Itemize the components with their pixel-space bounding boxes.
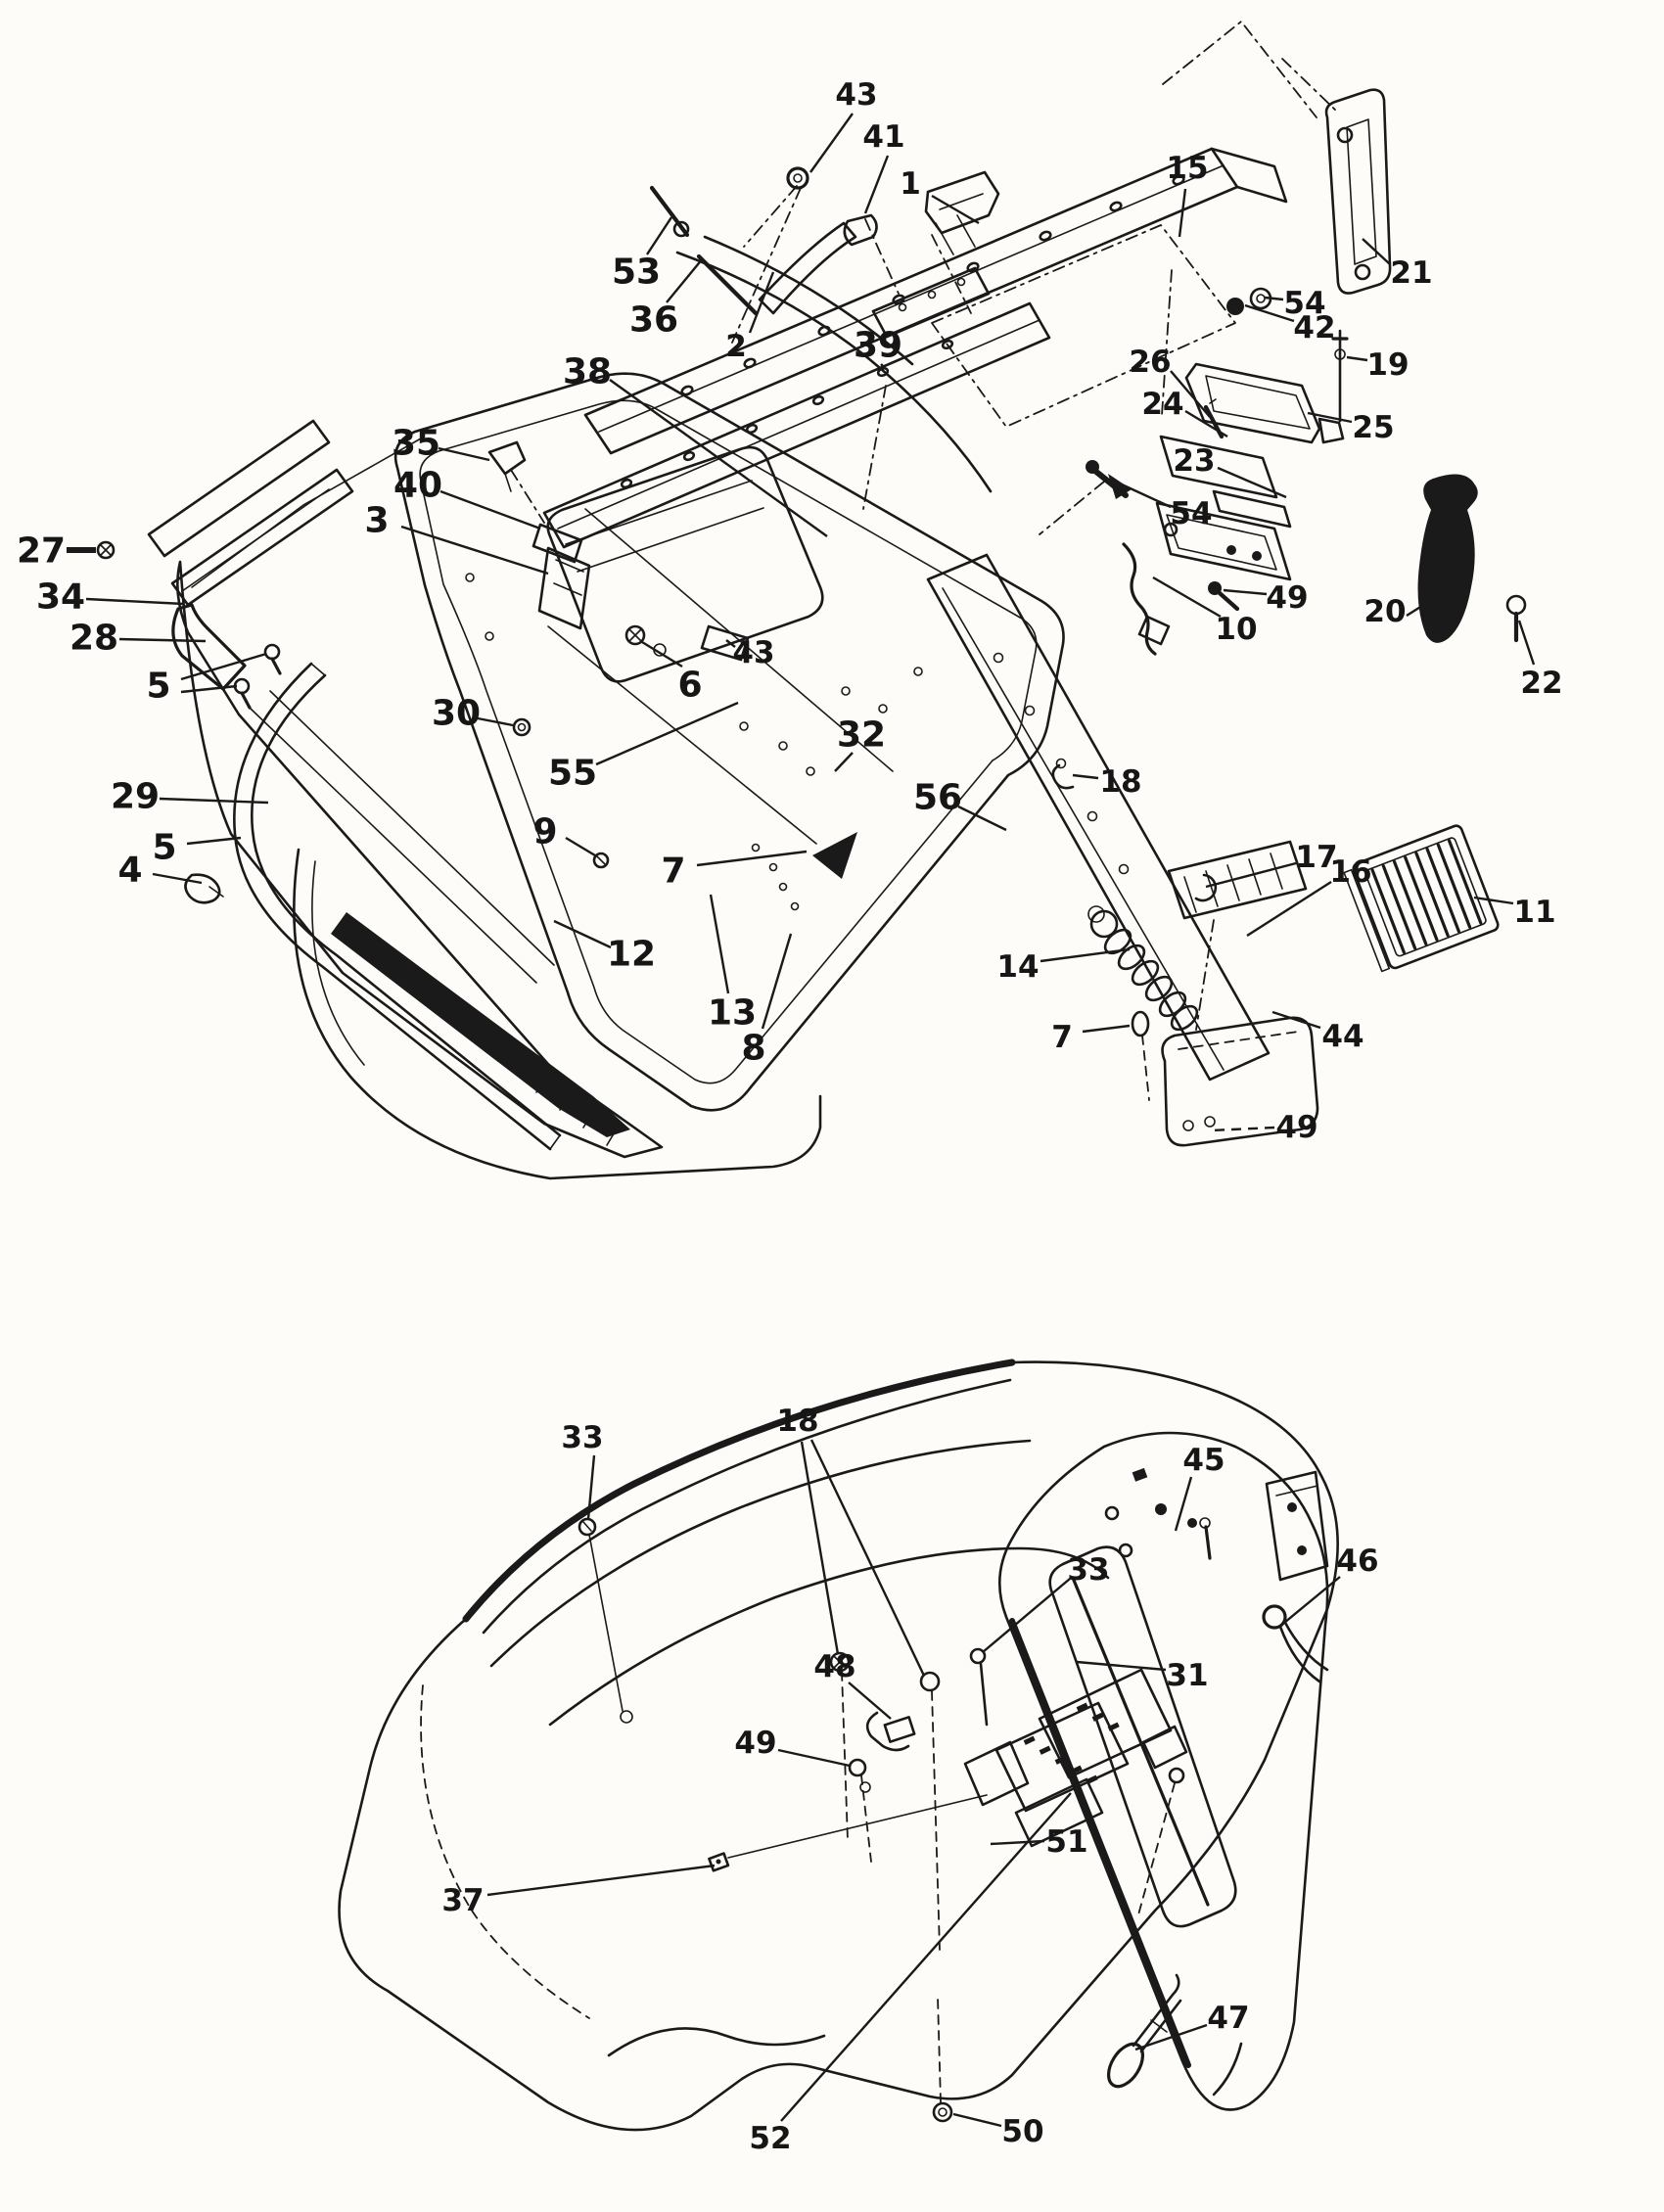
- part-callout-18: 18: [776, 1404, 819, 1439]
- leader-line-18: [1073, 775, 1098, 778]
- part-callout-22: 22: [1520, 666, 1563, 701]
- leader-line-52: [781, 1793, 1071, 2121]
- part-callout-5: 5: [146, 666, 171, 707]
- part-callout-37: 37: [441, 1883, 485, 1918]
- part-callout-11: 11: [1513, 895, 1556, 930]
- part-callout-26: 26: [1129, 345, 1172, 380]
- exploded-view-top-art: [98, 22, 1525, 1178]
- leader-line-8: [763, 934, 791, 1029]
- part-callout-17: 17: [1295, 840, 1338, 875]
- part-callout-28: 28: [69, 618, 119, 659]
- leader-line-3: [401, 527, 548, 574]
- part-callout-36: 36: [628, 300, 679, 341]
- part-callout-12: 12: [606, 934, 657, 975]
- part-callout-45: 45: [1182, 1443, 1225, 1478]
- leader-line-15: [1179, 189, 1185, 237]
- leader-line-9: [566, 838, 595, 855]
- part-callout-49: 49: [1266, 580, 1309, 616]
- leader-line-35: [439, 448, 489, 460]
- part-callout-44: 44: [1321, 1019, 1364, 1054]
- leader-line-2: [750, 272, 773, 333]
- part-callout-18: 18: [1099, 764, 1142, 800]
- part-callout-41: 41: [862, 119, 905, 155]
- leader-line-7: [697, 852, 807, 865]
- leader-line-19: [1347, 357, 1367, 360]
- part-callout-1: 1: [900, 166, 921, 202]
- part-callout-25: 25: [1352, 410, 1395, 445]
- leader-line-46: [1284, 1577, 1340, 1623]
- part-callout-54: 54: [1170, 496, 1213, 531]
- part-callout-3: 3: [364, 500, 390, 541]
- leader-line-49: [1210, 1128, 1274, 1130]
- part-callout-51: 51: [1045, 1824, 1088, 1860]
- part-callout-20: 20: [1364, 594, 1407, 629]
- part-callout-31: 31: [1166, 1658, 1209, 1693]
- part-callout-54: 54: [1283, 286, 1326, 321]
- part-callout-48: 48: [813, 1649, 856, 1684]
- leader-line-14: [1040, 949, 1130, 961]
- part-callout-15: 15: [1166, 151, 1209, 186]
- leader-line-43: [810, 114, 853, 172]
- part-callout-4: 4: [117, 850, 143, 891]
- part-callout-24: 24: [1141, 387, 1184, 422]
- leader-line-5: [181, 686, 237, 692]
- part-callout-46: 46: [1336, 1544, 1379, 1579]
- leader-line-49: [1224, 590, 1267, 594]
- leader-line-54: [1265, 298, 1283, 300]
- leader-line-54: [1122, 484, 1171, 507]
- part-callout-6: 6: [677, 665, 703, 706]
- leader-line-7: [1083, 1026, 1130, 1032]
- rail2-holes: [621, 340, 953, 488]
- leader-line-53: [647, 217, 671, 254]
- leader-line-32: [835, 753, 853, 771]
- part-callout-38: 38: [562, 351, 613, 392]
- part-callout-43: 43: [732, 635, 775, 670]
- part-callout-49: 49: [1275, 1110, 1318, 1145]
- leader-line-41: [865, 156, 888, 213]
- part-callout-5: 5: [152, 827, 177, 868]
- part-callout-10: 10: [1215, 612, 1258, 647]
- part-callout-53: 53: [611, 252, 662, 293]
- part-callout-35: 35: [391, 423, 441, 464]
- part-callout-42: 42: [1293, 310, 1336, 346]
- part-callout-9: 9: [532, 811, 558, 853]
- part-callout-29: 29: [110, 776, 161, 817]
- part-callout-39: 39: [853, 325, 903, 366]
- part-callout-16: 16: [1329, 854, 1372, 890]
- part-callout-49: 49: [734, 1726, 777, 1761]
- leader-line-40: [440, 491, 540, 529]
- part-callout-33: 33: [1067, 1552, 1110, 1588]
- part-callout-8: 8: [741, 1028, 766, 1069]
- leader-line-50: [953, 2114, 1001, 2126]
- part-callout-19: 19: [1366, 347, 1410, 383]
- leader-line-37: [487, 1866, 715, 1895]
- leader-line-49: [778, 1750, 850, 1766]
- callouts-top: [17, 77, 1563, 1145]
- part-callout-33: 33: [561, 1420, 604, 1455]
- part-callout-27: 27: [16, 530, 67, 572]
- leader-line-31: [1077, 1662, 1166, 1670]
- part-callout-55: 55: [547, 753, 598, 794]
- part-callout-21: 21: [1390, 255, 1433, 291]
- leader-line-6: [642, 642, 682, 667]
- leader-line-22: [1519, 621, 1534, 665]
- part-callout-47: 47: [1207, 2001, 1250, 2036]
- part-callout-43: 43: [835, 77, 878, 113]
- leader-line-36: [667, 258, 703, 302]
- part-callout-56: 56: [912, 777, 963, 818]
- part-callout-14: 14: [996, 949, 1040, 985]
- part-callout-50: 50: [1001, 2114, 1044, 2149]
- part-callout-7: 7: [661, 851, 686, 892]
- part-callout-34: 34: [35, 576, 86, 618]
- leader-line-18: [802, 1442, 838, 1654]
- leader-line-30: [478, 718, 513, 725]
- leader-line-12: [554, 921, 611, 947]
- leader-line-33: [983, 1579, 1070, 1652]
- leader-line-13: [711, 895, 728, 993]
- part-callout-40: 40: [393, 465, 443, 506]
- part-callout-2: 2: [725, 329, 747, 364]
- part-callout-7: 7: [1051, 1020, 1073, 1055]
- part-callout-32: 32: [836, 714, 887, 756]
- leader-line-48: [849, 1682, 891, 1719]
- leader-line-18: [811, 1440, 924, 1676]
- part-callout-13: 13: [707, 992, 758, 1034]
- leader-line-34: [86, 599, 184, 604]
- leader-line-5: [187, 838, 241, 844]
- part-callout-52: 52: [749, 2121, 792, 2156]
- part-callout-30: 30: [431, 693, 482, 734]
- leader-line-55: [596, 703, 738, 764]
- part-callout-23: 23: [1173, 443, 1216, 479]
